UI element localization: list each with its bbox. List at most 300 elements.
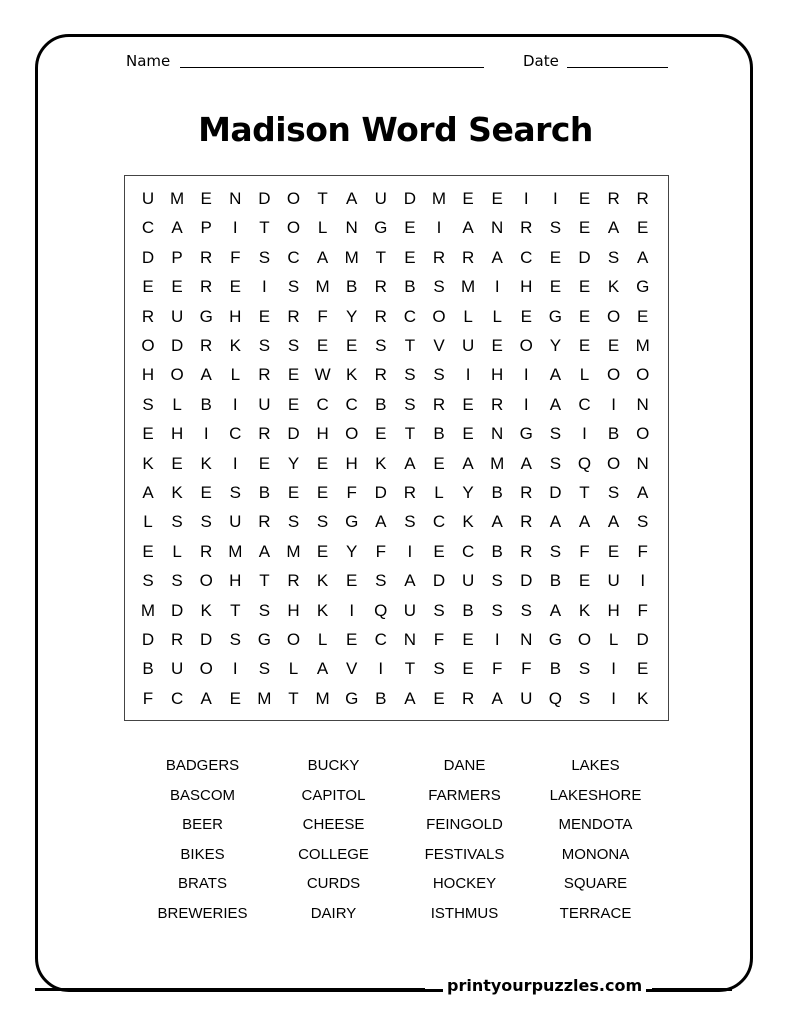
grid-letter[interactable]: D — [170, 336, 184, 355]
grid-letter[interactable]: I — [494, 277, 500, 297]
grid-letter[interactable]: B — [375, 394, 387, 414]
grid-letter[interactable]: S — [316, 512, 329, 532]
grid-letter[interactable]: I — [407, 541, 413, 561]
grid-letter[interactable]: K — [346, 365, 358, 385]
grid-letter[interactable]: O — [606, 306, 621, 326]
grid-letter[interactable]: K — [316, 571, 329, 591]
grid-letter[interactable]: F — [375, 541, 386, 561]
grid-letter[interactable]: L — [579, 365, 590, 385]
grid-letter[interactable]: O — [519, 336, 533, 355]
grid-letter[interactable]: B — [491, 541, 503, 561]
grid-letter[interactable]: A — [491, 512, 503, 532]
grid-letter[interactable]: E — [142, 424, 154, 444]
grid-letter[interactable]: S — [433, 277, 445, 297]
grid-letter[interactable]: S — [549, 424, 562, 444]
grid-letter[interactable]: E — [607, 541, 620, 561]
grid-letter[interactable]: F — [521, 659, 532, 679]
grid-letter[interactable]: I — [203, 424, 209, 444]
grid-letter[interactable]: I — [436, 218, 442, 238]
grid-letter[interactable]: C — [374, 630, 387, 649]
grid-letter[interactable]: I — [523, 189, 529, 208]
grid-letter[interactable]: U — [141, 189, 155, 208]
grid-letter[interactable]: D — [578, 247, 591, 267]
grid-letter[interactable]: S — [171, 571, 183, 591]
grid-letter[interactable]: E — [142, 541, 154, 561]
grid-letter[interactable]: H — [229, 571, 242, 591]
grid-letter[interactable]: O — [141, 336, 155, 355]
grid-letter[interactable]: T — [259, 571, 270, 591]
grid-letter[interactable]: S — [549, 541, 562, 561]
grid-letter[interactable]: A — [200, 365, 212, 385]
grid-letter[interactable]: U — [170, 306, 184, 326]
grid-letter[interactable]: F — [346, 483, 357, 502]
grid-letter[interactable]: S — [258, 247, 271, 267]
grid-letter[interactable]: A — [316, 659, 329, 679]
grid-letter[interactable]: R — [374, 277, 387, 297]
grid-letter[interactable]: A — [375, 512, 387, 532]
grid-letter[interactable]: H — [520, 277, 533, 297]
grid-letter[interactable]: I — [611, 688, 616, 708]
grid-letter[interactable]: L — [172, 394, 182, 414]
grid-letter[interactable]: A — [607, 218, 620, 238]
grid-letter[interactable]: B — [607, 424, 620, 444]
grid-letter[interactable]: F — [433, 630, 445, 649]
grid-letter[interactable]: S — [375, 571, 387, 591]
grid-letter[interactable]: I — [494, 630, 500, 649]
grid-letter[interactable]: R — [258, 365, 271, 385]
grid-letter[interactable]: L — [492, 306, 502, 326]
grid-letter[interactable]: G — [519, 424, 533, 444]
grid-letter[interactable]: A — [316, 247, 329, 267]
grid-letter[interactable]: W — [314, 365, 331, 385]
grid-letter[interactable]: N — [636, 453, 649, 473]
grid-letter[interactable]: E — [404, 247, 416, 267]
grid-letter[interactable]: M — [315, 277, 330, 297]
grid-letter[interactable]: O — [636, 424, 650, 444]
grid-letter[interactable]: I — [553, 189, 558, 208]
grid-letter[interactable]: P — [200, 218, 212, 238]
grid-letter[interactable]: E — [491, 189, 503, 208]
grid-letter[interactable]: K — [375, 453, 387, 473]
grid-letter[interactable]: O — [432, 306, 446, 326]
grid-letter[interactable]: S — [404, 512, 416, 532]
grid-letter[interactable]: E — [404, 218, 416, 238]
grid-letter[interactable]: E — [549, 247, 562, 267]
grid-letter[interactable]: K — [316, 600, 329, 620]
grid-letter[interactable]: R — [520, 483, 533, 502]
grid-letter[interactable]: O — [286, 630, 301, 649]
grid-letter[interactable]: B — [200, 394, 212, 414]
grid-letter[interactable]: O — [345, 424, 359, 444]
grid-letter[interactable]: I — [611, 659, 616, 679]
grid-letter[interactable]: F — [317, 306, 328, 326]
grid-letter[interactable]: S — [433, 600, 445, 620]
grid-letter[interactable]: N — [520, 630, 533, 649]
grid-letter[interactable]: M — [286, 541, 301, 561]
grid-letter[interactable]: H — [229, 306, 242, 326]
grid-letter[interactable]: B — [375, 688, 387, 708]
grid-letter[interactable]: E — [637, 306, 649, 326]
grid-letter[interactable]: B — [346, 277, 358, 297]
grid-letter[interactable]: K — [200, 453, 212, 473]
grid-letter[interactable]: E — [578, 189, 591, 208]
grid-letter[interactable]: E — [433, 541, 445, 561]
grid-letter[interactable]: D — [141, 247, 155, 267]
grid-letter[interactable]: K — [578, 600, 591, 620]
grid-letter[interactable]: Y — [549, 336, 562, 355]
grid-letter[interactable]: S — [258, 600, 271, 620]
grid-letter[interactable]: E — [462, 394, 474, 414]
grid-letter[interactable]: F — [230, 247, 241, 267]
grid-letter[interactable]: L — [463, 306, 473, 326]
grid-letter[interactable]: R — [461, 247, 475, 267]
grid-letter[interactable]: I — [232, 218, 238, 238]
grid-letter[interactable]: S — [491, 600, 503, 620]
grid-letter[interactable]: A — [491, 688, 503, 708]
grid-letter[interactable]: I — [465, 365, 471, 385]
grid-letter[interactable]: E — [637, 218, 649, 238]
grid-letter[interactable]: A — [462, 218, 474, 238]
grid-letter[interactable]: S — [375, 336, 387, 355]
grid-letter[interactable]: E — [316, 483, 329, 502]
grid-letter[interactable]: S — [258, 336, 271, 355]
grid-letter[interactable]: D — [258, 189, 271, 208]
grid-letter[interactable]: S — [229, 630, 241, 649]
grid-letter[interactable]: N — [636, 394, 649, 414]
grid-letter[interactable]: A — [346, 189, 358, 208]
grid-letter[interactable]: L — [172, 541, 182, 561]
grid-letter[interactable]: I — [582, 424, 587, 444]
grid-letter[interactable]: I — [523, 365, 529, 385]
grid-letter[interactable]: M — [461, 277, 476, 297]
grid-letter[interactable]: D — [287, 424, 300, 444]
grid-letter[interactable]: S — [287, 512, 300, 532]
grid-letter[interactable]: S — [142, 571, 154, 591]
grid-letter[interactable]: D — [374, 483, 387, 502]
grid-letter[interactable]: A — [520, 453, 532, 473]
grid-letter[interactable]: R — [170, 630, 184, 649]
grid-letter[interactable]: P — [171, 247, 183, 267]
grid-letter[interactable]: K — [462, 512, 474, 532]
grid-letter[interactable]: M — [431, 189, 447, 208]
grid-letter[interactable]: R — [432, 247, 446, 267]
grid-letter[interactable]: S — [578, 688, 591, 708]
grid-letter[interactable]: A — [171, 218, 183, 238]
grid-letter[interactable]: E — [578, 306, 591, 326]
grid-letter[interactable]: S — [433, 659, 445, 679]
grid-letter[interactable]: S — [549, 218, 562, 238]
grid-letter[interactable]: B — [549, 571, 562, 591]
grid-letter[interactable]: L — [608, 630, 619, 649]
grid-letter[interactable]: E — [637, 659, 649, 679]
grid-letter[interactable]: Q — [374, 600, 388, 620]
grid-letter[interactable]: A — [142, 483, 154, 502]
grid-letter[interactable]: S — [607, 247, 620, 267]
grid-letter[interactable]: I — [232, 659, 238, 679]
grid-letter[interactable]: A — [200, 688, 212, 708]
grid-letter[interactable]: E — [346, 571, 358, 591]
grid-letter[interactable]: Y — [346, 541, 358, 561]
grid-letter[interactable]: E — [316, 336, 329, 355]
grid-letter[interactable]: O — [606, 365, 621, 385]
grid-letter[interactable]: A — [404, 688, 416, 708]
grid-letter[interactable]: E — [287, 365, 300, 385]
grid-letter[interactable]: D — [549, 483, 562, 502]
grid-letter[interactable]: G — [548, 630, 562, 649]
grid-letter[interactable]: C — [170, 688, 184, 708]
grid-letter[interactable]: B — [462, 600, 474, 620]
grid-letter[interactable]: B — [491, 483, 503, 502]
grid-letter[interactable]: Q — [548, 688, 562, 708]
grid-letter[interactable]: A — [258, 541, 271, 561]
grid-letter[interactable]: R — [461, 688, 475, 708]
grid-letter[interactable]: N — [229, 189, 242, 208]
grid-letter[interactable]: R — [374, 306, 387, 326]
grid-letter[interactable]: O — [199, 571, 213, 591]
grid-letter[interactable]: E — [375, 424, 387, 444]
date-line[interactable] — [567, 67, 668, 68]
grid-letter[interactable]: S — [258, 659, 271, 679]
grid-letter[interactable]: A — [637, 483, 649, 502]
grid-letter[interactable]: R — [607, 189, 620, 208]
grid-letter[interactable]: I — [378, 659, 384, 679]
grid-letter[interactable]: L — [288, 659, 299, 679]
grid-letter[interactable]: F — [142, 688, 154, 708]
grid-letter[interactable]: R — [200, 541, 213, 561]
grid-letter[interactable]: E — [578, 218, 591, 238]
grid-letter[interactable]: E — [491, 336, 503, 355]
grid-letter[interactable]: E — [316, 453, 329, 473]
grid-letter[interactable]: E — [258, 306, 271, 326]
grid-letter[interactable]: R — [287, 571, 300, 591]
grid-letter[interactable]: O — [636, 365, 650, 385]
grid-letter[interactable]: D — [200, 630, 213, 649]
grid-letter[interactable]: Y — [287, 453, 300, 473]
grid-letter[interactable]: H — [345, 453, 358, 473]
grid-letter[interactable]: M — [140, 600, 156, 620]
grid-letter[interactable]: L — [143, 512, 153, 532]
grid-letter[interactable]: R — [520, 512, 533, 532]
grid-letter[interactable]: E — [578, 277, 591, 297]
grid-letter[interactable]: A — [549, 600, 562, 620]
grid-letter[interactable]: E — [171, 277, 183, 297]
grid-letter[interactable]: A — [607, 512, 620, 532]
grid-letter[interactable]: E — [520, 306, 532, 326]
grid-letter[interactable]: I — [262, 277, 267, 297]
grid-letter[interactable]: E — [578, 336, 591, 355]
grid-letter[interactable]: R — [141, 306, 155, 326]
grid-letter[interactable]: R — [520, 218, 533, 238]
grid-letter[interactable]: F — [491, 659, 503, 679]
grid-letter[interactable]: D — [520, 571, 533, 591]
grid-letter[interactable]: A — [637, 247, 649, 267]
grid-letter[interactable]: D — [432, 571, 446, 591]
grid-letter[interactable]: E — [346, 336, 358, 355]
grid-letter[interactable]: E — [142, 277, 154, 297]
grid-letter[interactable]: T — [404, 659, 416, 679]
grid-letter[interactable]: M — [635, 336, 650, 355]
name-line[interactable] — [180, 67, 484, 68]
grid-letter[interactable]: T — [230, 600, 241, 620]
grid-letter[interactable]: O — [286, 189, 301, 208]
grid-letter[interactable]: R — [491, 394, 504, 414]
grid-letter[interactable]: O — [286, 218, 301, 238]
grid-letter[interactable]: C — [345, 394, 358, 414]
grid-letter[interactable]: A — [404, 453, 416, 473]
grid-letter[interactable]: E — [200, 189, 212, 208]
grid-letter[interactable]: O — [577, 630, 592, 649]
grid-letter[interactable]: N — [491, 218, 504, 238]
grid-letter[interactable]: T — [288, 688, 299, 708]
grid-letter[interactable]: K — [171, 483, 183, 502]
grid-letter[interactable]: F — [637, 541, 648, 561]
grid-letter[interactable]: E — [200, 483, 212, 502]
grid-letter[interactable]: C — [141, 218, 155, 238]
grid-letter[interactable]: E — [258, 453, 271, 473]
grid-letter[interactable]: R — [200, 247, 213, 267]
grid-letter[interactable]: L — [317, 218, 328, 238]
grid-letter[interactable]: U — [461, 571, 475, 591]
grid-letter[interactable]: A — [549, 512, 562, 532]
grid-letter[interactable]: B — [549, 659, 562, 679]
grid-letter[interactable]: M — [490, 453, 505, 473]
grid-letter[interactable]: E — [578, 571, 591, 591]
grid-letter[interactable]: C — [316, 394, 329, 414]
grid-letter[interactable]: E — [433, 688, 445, 708]
grid-letter[interactable]: S — [404, 365, 416, 385]
grid-letter[interactable]: U — [374, 189, 387, 208]
grid-letter[interactable]: E — [462, 630, 474, 649]
grid-letter[interactable]: A — [404, 571, 416, 591]
grid-letter[interactable]: A — [549, 394, 562, 414]
grid-letter[interactable]: R — [636, 189, 649, 208]
grid-letter[interactable]: N — [491, 424, 504, 444]
grid-letter[interactable]: R — [287, 306, 300, 326]
grid-letter[interactable]: C — [432, 512, 446, 532]
grid-letter[interactable]: E — [433, 453, 445, 473]
grid-letter[interactable]: O — [199, 659, 213, 679]
grid-letter[interactable]: R — [258, 512, 271, 532]
grid-letter[interactable]: S — [200, 512, 212, 532]
grid-letter[interactable]: R — [374, 365, 387, 385]
grid-letter[interactable]: U — [229, 512, 242, 532]
grid-letter[interactable]: E — [462, 424, 474, 444]
grid-letter[interactable]: S — [549, 453, 562, 473]
grid-letter[interactable]: K — [229, 336, 241, 355]
grid-letter[interactable]: D — [636, 630, 649, 649]
grid-letter[interactable]: U — [520, 688, 533, 708]
grid-letter[interactable]: D — [170, 600, 184, 620]
grid-letter[interactable]: S — [637, 512, 649, 532]
grid-letter[interactable]: E — [229, 688, 241, 708]
grid-letter[interactable]: E — [171, 453, 183, 473]
grid-letter[interactable]: U — [403, 600, 417, 620]
grid-letter[interactable]: S — [229, 483, 241, 502]
grid-letter[interactable]: K — [607, 277, 620, 297]
grid-letter[interactable]: S — [607, 483, 620, 502]
grid-letter[interactable]: U — [170, 659, 184, 679]
grid-letter[interactable]: I — [349, 600, 355, 620]
grid-letter[interactable]: U — [258, 394, 271, 414]
grid-letter[interactable]: M — [257, 688, 272, 708]
grid-letter[interactable]: E — [462, 189, 474, 208]
grid-letter[interactable]: C — [229, 424, 242, 444]
grid-letter[interactable]: N — [403, 630, 417, 649]
grid-letter[interactable]: S — [287, 336, 300, 355]
grid-letter[interactable]: H — [287, 600, 300, 620]
grid-letter[interactable]: G — [548, 306, 562, 326]
grid-letter[interactable]: Y — [462, 483, 474, 502]
grid-letter[interactable]: R — [258, 424, 271, 444]
grid-letter[interactable]: Y — [346, 306, 358, 326]
grid-letter[interactable]: V — [433, 336, 445, 355]
grid-letter[interactable]: S — [520, 600, 532, 620]
grid-letter[interactable]: T — [317, 189, 328, 208]
grid-letter[interactable]: A — [578, 512, 591, 532]
grid-letter[interactable]: H — [170, 424, 184, 444]
grid-letter[interactable]: K — [200, 600, 212, 620]
grid-letter[interactable]: S — [491, 571, 503, 591]
grid-letter[interactable]: M — [228, 541, 243, 561]
grid-letter[interactable]: C — [287, 247, 300, 267]
grid-letter[interactable]: C — [520, 247, 533, 267]
grid-letter[interactable]: I — [640, 571, 646, 591]
grid-letter[interactable]: G — [636, 277, 650, 297]
grid-letter[interactable]: C — [461, 541, 475, 561]
grid-letter[interactable]: B — [433, 424, 445, 444]
grid-letter[interactable]: H — [141, 365, 155, 385]
grid-letter[interactable]: O — [170, 365, 184, 385]
grid-letter[interactable]: B — [258, 483, 271, 502]
grid-letter[interactable]: L — [230, 365, 241, 385]
grid-letter[interactable]: F — [579, 541, 590, 561]
grid-letter[interactable]: M — [344, 247, 359, 267]
grid-letter[interactable]: S — [578, 659, 591, 679]
grid-letter[interactable]: M — [315, 688, 330, 708]
grid-letter[interactable]: E — [287, 394, 300, 414]
grid-letter[interactable]: C — [578, 394, 591, 414]
grid-letter[interactable]: F — [637, 600, 648, 620]
grid-letter[interactable]: D — [403, 189, 417, 208]
grid-letter[interactable]: C — [403, 306, 417, 326]
grid-letter[interactable]: E — [316, 541, 329, 561]
grid-letter[interactable]: O — [606, 453, 621, 473]
grid-letter[interactable]: E — [287, 483, 300, 502]
grid-letter[interactable]: S — [142, 394, 154, 414]
grid-letter[interactable]: B — [142, 659, 154, 679]
grid-letter[interactable]: I — [232, 453, 238, 473]
grid-letter[interactable]: S — [171, 512, 183, 532]
grid-letter[interactable]: R — [200, 336, 213, 355]
grid-letter[interactable]: R — [403, 483, 417, 502]
grid-letter[interactable]: I — [523, 394, 529, 414]
grid-letter[interactable]: E — [229, 277, 241, 297]
grid-letter[interactable]: T — [404, 336, 416, 355]
grid-letter[interactable]: A — [462, 453, 474, 473]
grid-letter[interactable]: R — [432, 394, 446, 414]
grid-letter[interactable]: T — [375, 247, 386, 267]
grid-letter[interactable]: S — [433, 365, 445, 385]
grid-letter[interactable]: D — [141, 630, 155, 649]
grid-letter[interactable]: G — [257, 630, 271, 649]
grid-letter[interactable]: A — [491, 247, 503, 267]
grid-letter[interactable]: Q — [577, 453, 592, 473]
grid-letter[interactable]: T — [404, 424, 416, 444]
grid-letter[interactable]: G — [345, 512, 359, 532]
grid-letter[interactable]: S — [404, 394, 416, 414]
grid-letter[interactable]: B — [404, 277, 416, 297]
grid-letter[interactable]: U — [461, 336, 475, 355]
